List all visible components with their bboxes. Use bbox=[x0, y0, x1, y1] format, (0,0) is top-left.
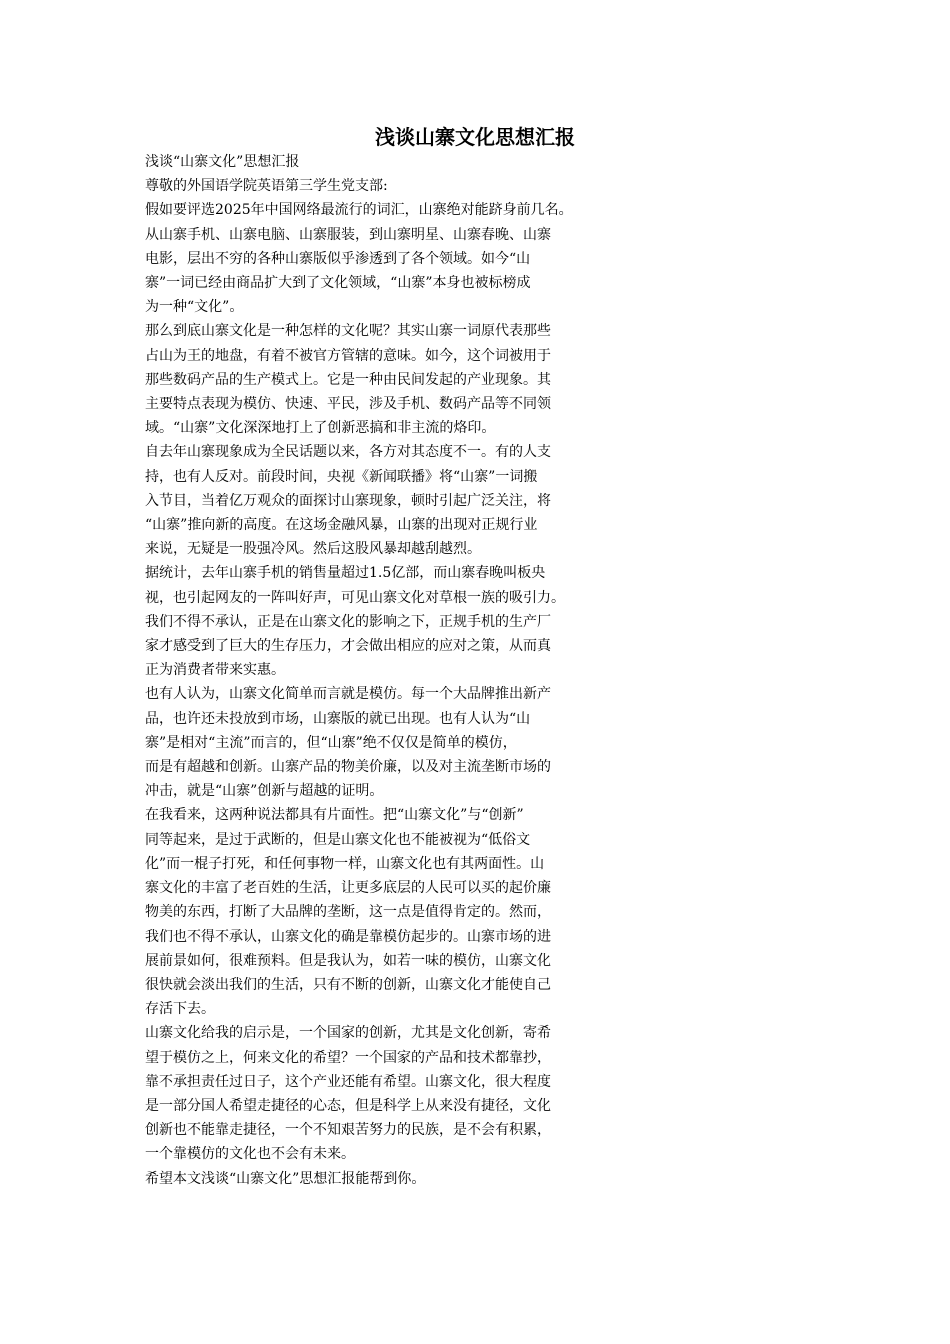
text-line: 入节目，当着亿万观众的面探讨山寨现象，顿时引起广泛关注，将 bbox=[145, 492, 551, 509]
text-line: 在我看来，这两种说法都具有片面性。把“山寨文化”与“创新” bbox=[145, 807, 524, 824]
text-line: 家才感受到了巨大的生存压力，才会做出相应的应对之策，从而真 bbox=[145, 638, 551, 655]
document-title: 浅谈山寨文化思想汇报 bbox=[375, 125, 575, 149]
text-line: 我们不得不承认，正是在山寨文化的影响之下，正规手机的生产厂 bbox=[145, 613, 551, 630]
document-body bbox=[145, 150, 825, 1191]
text-line: 寨文化的丰富了老百姓的生活，让更多底层的人民可以买的起价廉 bbox=[145, 880, 551, 897]
text-line: 创新也不能靠走捷径，一个不知艰苦努力的民族，是不会有积累， bbox=[145, 1122, 551, 1139]
text-line: 山寨文化给我的启示是，一个国家的创新，尤其是文化创新，寄希 bbox=[145, 1025, 551, 1042]
text-line: 尊敬的外国语学院英语第三学生党支部: bbox=[145, 178, 388, 195]
text-line: 望于模仿之上，何来文化的希望？一个国家的产品和技术都靠抄， bbox=[145, 1049, 551, 1066]
text-line: 寨”是相对“主流”而言的，但“山寨”绝不仅仅是简单的模仿， bbox=[145, 734, 517, 751]
text-line: 视，也引起网友的一阵叫好声，可见山寨文化对草根一族的吸引力。 bbox=[145, 589, 565, 606]
text-line: 占山为王的地盘，有着不被官方管辖的意味。如今，这个词被用于 bbox=[145, 347, 551, 364]
text-line: 浅谈“山寨文化”思想汇报 bbox=[145, 154, 300, 170]
text-line: 同等起来，是过于武断的，但是山寨文化也不能被视为“低俗文 bbox=[145, 831, 531, 848]
text-line: “山寨”推向新的高度。在这场金融风暴，山寨的出现对正规行业 bbox=[145, 517, 538, 534]
text-line: 展前景如何，很难预料。但是我认为，如若一味的模仿，山寨文化 bbox=[145, 952, 551, 969]
text-line: 我们也不得不承认，山寨文化的确是靠模仿起步的。山寨市场的进 bbox=[145, 928, 551, 945]
text-line: 是一部分国人希望走捷径的心态，但是科学上从来没有捷径，文化 bbox=[145, 1097, 551, 1114]
text-line: 来说，无疑是一股强冷风。然后这股风暴却越刮越烈。 bbox=[145, 541, 481, 558]
text-line: 一个靠模仿的文化也不会有未来。 bbox=[145, 1146, 355, 1163]
text-line: 而是有超越和创新。山寨产品的物美价廉，以及对主流垄断市场的 bbox=[145, 759, 551, 776]
text-line: 正为消费者带来实惠。 bbox=[145, 662, 285, 679]
text-line: 电影，层出不穷的各种山寨版似乎渗透到了各个领域。如今“山 bbox=[145, 250, 531, 267]
text-line: 希望本文浅谈“山寨文化”思想汇报能帮到你。 bbox=[145, 1170, 426, 1187]
text-line: 冲击，就是“山寨”创新与超越的证明。 bbox=[145, 783, 384, 800]
text-line: 为一种“文化”。 bbox=[145, 299, 244, 316]
text-line: 自去年山寨现象成为全民话题以来，各方对其态度不一。有的人支 bbox=[145, 444, 551, 461]
text-line: 从山寨手机、山寨电脑、山寨服装，到山寨明星、山寨春晚、山寨 bbox=[145, 226, 551, 243]
text-line: 持，也有人反对。前段时间，央视《新闻联播》将“山寨”一词搬 bbox=[145, 468, 538, 485]
text-line: 存活下去。 bbox=[145, 1001, 215, 1018]
text-line: 域。“山寨”文化深深地打上了创新恶搞和非主流的烙印。 bbox=[145, 420, 496, 437]
text-line: 化”而一棍子打死，和任何事物一样，山寨文化也有其两面性。山 bbox=[145, 855, 545, 872]
text-line: 那些数码产品的生产模式上。它是一种由民间发起的产业现象。其 bbox=[145, 371, 551, 388]
text-line: 物美的东西，打断了大品牌的垄断，这一点是值得肯定的。然而， bbox=[145, 904, 551, 921]
text-line: 也有人认为，山寨文化简单而言就是模仿。每一个大品牌推出新产 bbox=[145, 686, 551, 703]
text-line: 靠不承担责任过日子，这个产业还能有希望。山寨文化，很大程度 bbox=[145, 1073, 551, 1090]
text-line: 据统计，去年山寨手机的销售量超过1.5亿部，而山寨春晚叫板央 bbox=[145, 565, 546, 582]
text-line: 寨”一词已经由商品扩大到了文化领域，“山寨”本身也被标榜成 bbox=[145, 275, 531, 292]
text-line: 品，也许还未投放到市场，山寨版的就已出现。也有人认为“山 bbox=[145, 710, 531, 727]
text-line: 主要特点表现为模仿、快速、平民，涉及手机、数码产品等不同领 bbox=[145, 396, 551, 413]
text-line: 很快就会淡出我们的生活，只有不断的创新，山寨文化才能使自己 bbox=[145, 976, 551, 993]
text-line: 那么到底山寨文化是一种怎样的文化呢？其实山寨一词原代表那些 bbox=[145, 323, 551, 340]
text-line: 假如要评选2025年中国网络最流行的词汇，山寨绝对能跻身前几名。 bbox=[145, 202, 573, 219]
